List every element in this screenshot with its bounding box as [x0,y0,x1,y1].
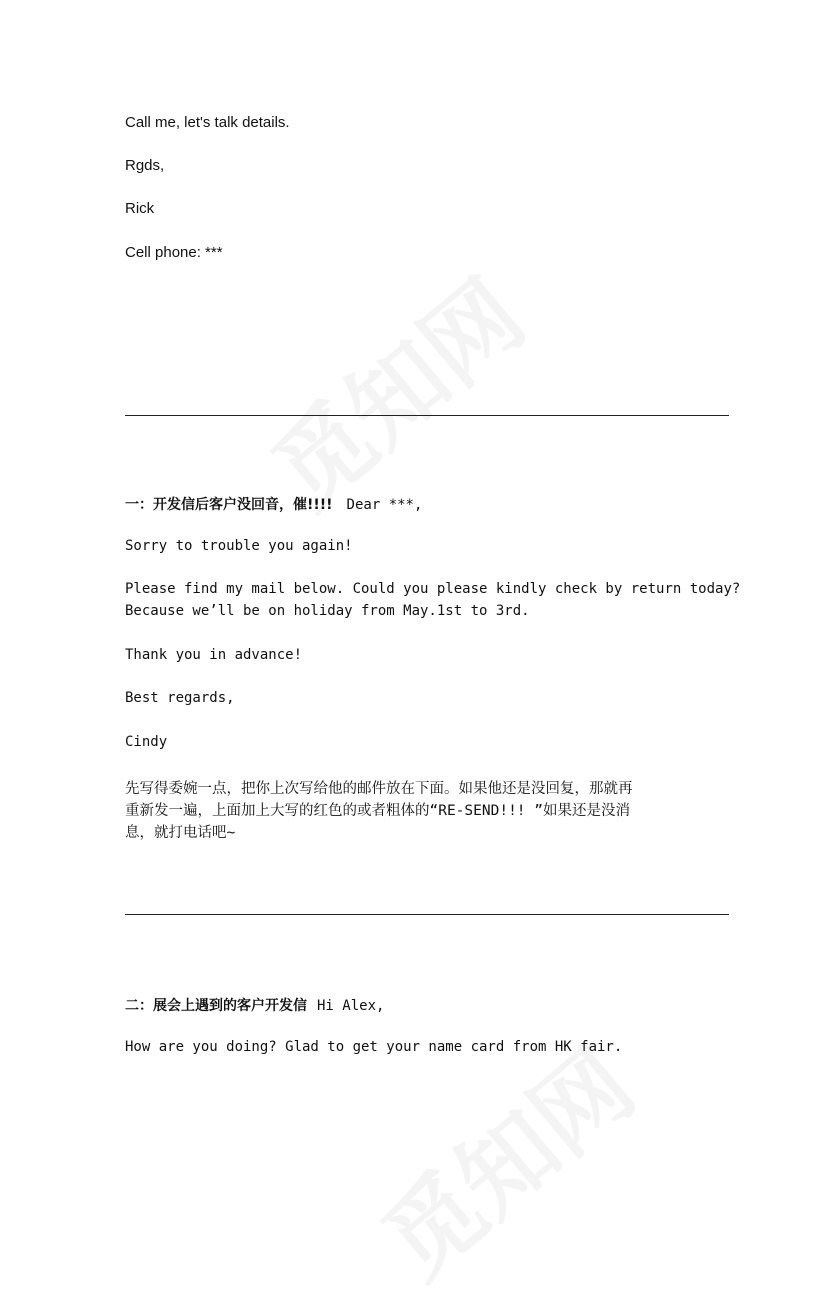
watermark-text-bottom [350,1013,659,1303]
signature-name: Rick [125,200,155,217]
section-2-title-row [125,995,384,1015]
tip-line-2: 重新发一遍，上面加上大写的红色的或者粗体的“RE-SEND!!! ”如果还是没消 [125,803,630,819]
cell-phone: Cell phone: *** [125,244,223,261]
please-line-2: Because we’ll be on holiday from May.1st to 3rd. [125,603,530,619]
sorry-line: Sorry to trouble you again! [125,538,353,554]
please-line-1: Please find my mail below. Could you please kindly check by return today? [125,581,741,597]
tip-line-1: 先写得委婉一点，把你上次写给他的邮件放在下面。如果他还是没回复，那就再 [125,781,633,797]
section-2-line-1: How are you doing? Glad to get your name card from HK fair. [125,1039,623,1055]
regards-line: Best regards, [125,690,235,706]
tip-line-3: 息，就打电话吧~ [125,825,236,841]
watermark-text [240,243,549,533]
divider-1 [125,415,729,416]
closing-regards: Rgds, [125,157,165,174]
sender-name: Cindy [125,734,168,750]
section-2-heading: 二：展会上遇到的客户开发信 [125,998,307,1014]
section-1-title-row [125,494,422,514]
section-1-heading: 一：开发信后客户没回音，催!!!! [125,497,333,513]
closing-line: Call me, let's talk details. [125,114,290,131]
section-1-greeting: Dear ***, [346,497,423,513]
divider-2 [125,914,729,915]
thanks-line: Thank you in advance! [125,647,303,663]
section-2-greeting: Hi Alex, [317,998,385,1014]
